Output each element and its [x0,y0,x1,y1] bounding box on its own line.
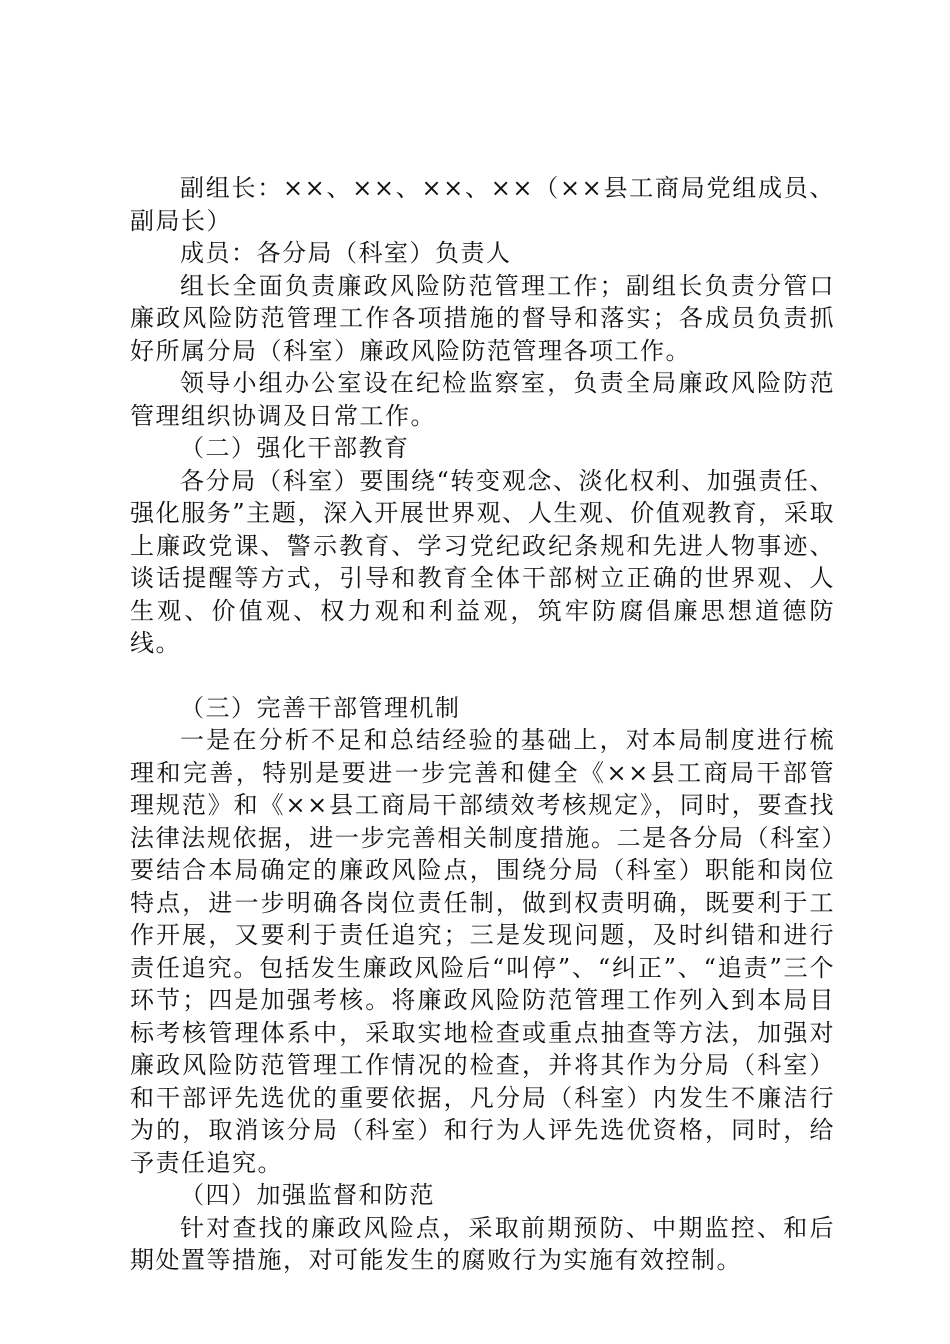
paragraph-deputy-leaders: 副组长：××、××、××、××（××县工商局党组成员、副局长） [130,174,835,235]
paragraph-spacer [130,660,835,692]
section-heading-education: （二）强化干部教育 [180,434,410,462]
section-heading-management: （三）完善干部管理机制 [180,693,461,722]
document-body [130,172,835,1277]
section-heading-supervision: （四）加强监督和防范 [180,1181,435,1209]
paragraph-responsibilities: 组长全面负责廉政风险防范管理工作；副组长负责分管口廉政风险防范管理工作各项措施的督导和落实；各成员负责抓好所属分局（科室）廉政风险防范管理各项工作。 [130,271,835,365]
paragraph-office: 领导小组办公室设在纪检监察室，负责全局廉政风险防范管理组织协调及日常工作。 [130,369,835,430]
paragraph-supervision: 针对查找的廉政风险点，采取前期预防、中期监控、和后期处置等措施，对可能发生的腐败行为实施有效控制。 [130,1213,835,1274]
paragraph-members: 成员：各分局（科室）负责人 [180,239,512,267]
paragraph-management: 一是在分析不足和总结经验的基础上，对本局制度进行梳理和完善，特别是要进一步完善和健全《××县工商局干部管理规范》和《××县工商局干部绩效考核规定》，同时，要查找法律法规依据，进一步完善相关制度措施。二是各分局（科室）要结合本局确定的廉政风险点，围绕分局（科室）职能和岗位特点，进一步明确各岗位责任制，做到权责明确，既要利于工作开展，又要利于责任追究；三是发现问题，及时纠错和进行责任追究。包括发生廉政风险后“叫停”、“纠正”、“追责”三个环节；四是加强考核。将廉政风险防范管理工作列入到本局目标考核管理体系中，采取实地检查或重点抽查等方法，加强对廉政风险防范管理工作情况的检查，并将其作为分局（科室）和干部评先选优的重要依据，凡分局（科室）内发生不廉洁行为的，取消该分局（科室）和行为人评先选优资格，同时，给予责任追究。 [130,726,835,1177]
paragraph-education: 各分局（科室）要围绕“转变观念、淡化权利、加强责任、强化服务”主题，深入开展世界观、人生观、价值观教育，采取上廉政党课、警示教育、学习党纪政纪条规和先进人物事迹、谈话提醒等方式，引导和教育全体干部树立正确的世界观、人生观、价值观、权力观和利益观，筑牢防腐倡廉思想道德防线。 [130,466,835,657]
